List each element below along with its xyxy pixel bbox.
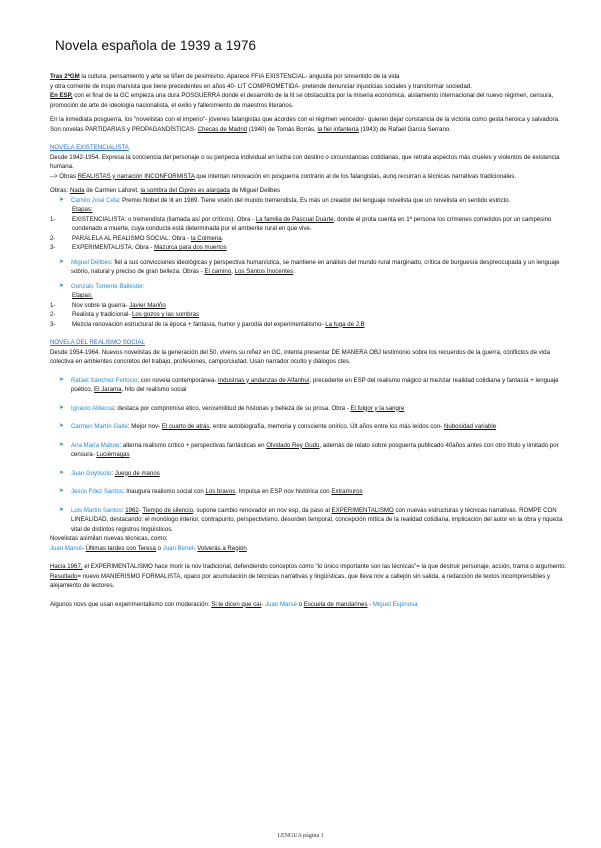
arrow-bullet-icon: ➤ — [59, 258, 65, 265]
author-matute: ➤ Ana María Matute: alterna realismo crítico + perspectivas fantásticas en Olvidado Rey Gudú, además de relato sobre posguerra publicado 40años antes con otro título y limitado por censura- Luciérnagas — [59, 441, 559, 458]
author-delibes: ➤ Miguel Delibes: fiel a sus convicciones ideológicas y perspectiva humanística, se mantiene en análisis del mundo rural marginado, crítica de burguesía despreocupada y un lenguaje sobrio, natural y preciso de gran belleza. Obras - El camino, Los Santos Inocentes. — [59, 258, 560, 275]
intro-paragraph-3: En la inmediata posguerra, los "novelistas con el imperio"- jóvenes falangistas que acordes con el régimen vencedor- quieren dejar constancia de la victoria como gesta heroica y salvadora. Son novelas PARTIDARIAS y PROPAGANDÍSTICAS- Checas de Madrid (1940) de Tomás Borrás, la fiel infantería (1943) de Rafael García Serrano. — [50, 116, 560, 133]
existencial-description: Desde 1942-1954. Expresa la conciencia del personaje o su peripecia individual en lucha con destino o circunstancias cotidianas, que retrata aspectos más crueles y violentos de existencia humana. — [50, 153, 560, 170]
arrow-bullet-icon: ➤ — [59, 441, 65, 448]
author-cela: ➤ Camilo José Cela: Premio Nobel de lit en 1989. Tiene visión del mundo tremendista. Es más un creador del lenguaje novelista que un novelista en sentido estricto. — [59, 196, 511, 204]
assimilation-examples: Juan Marsé- Últimas tardes con Teresa o Juan Benet- Volverás a Región — [50, 544, 247, 552]
intro-paragraph-1-cont: y otra corriente de inspo marxista que tiene precedentes en años 40- LIT COMPROMETIDA- pretende denunciar injusticias sociales y transformar sociedad. — [50, 82, 472, 90]
author-fdez-santos: ➤ Jesús Fdez Santos: Inaugura realismo social con Los bravos. Impulsa en ESP nov histórica con Extramuros — [59, 488, 363, 495]
etapas-label: Etapas: — [72, 206, 93, 213]
resultado-paragraph: Resultado= nuevo MANIERISMO FORMALISTA, opaco por acumulación de técnicas narrativas y lingüísticas, que lleva nov a callejón sin salida, a redacción de textos incomprensibles y alejamiento de lectores. — [50, 572, 551, 589]
author-goytisolo: ➤ Juan Goytisolo: Juego de manos — [59, 469, 160, 477]
page-title: Novela española de 1939 a 1976 — [55, 38, 257, 53]
arrow-bullet-icon: ➤ — [59, 506, 65, 513]
torrente-etapa-3: 3- Mezcla renovación estructural de la época + fantasía, humor y parodia del experimentalismo- La fuga de J.B — [50, 320, 365, 328]
intro-paragraph-2: En ESP, con el final de la GC empieza una dura POSGUERRA donde el desarrollo de la lit se obstaculiza por la miseria económica, aislamiento internacional del nuevo régimen, censura, promoción de arte de ideología nacionalista, el exilio y fallecimiento de maestros literarios. — [50, 92, 554, 109]
document-body — [50, 72, 570, 609]
author-gaite: ➤ Carmen Martín Gaite: Mejor nov- El cuarto de atrás, entre autobiografía, memoria y consciente onírico. Últ años entre los más leídos con- Nubosidad variable — [59, 423, 497, 430]
torrente-etapa-2: 2- Realista y tradicional- Los gozos y las sombras — [50, 311, 200, 318]
page-footer: LENGUA página 1 — [277, 833, 324, 839]
cela-etapa-3: 3- EXPERIMENTALISTA: Obra - Mazurca para dos muertos — [50, 244, 227, 251]
cela-etapa-1: 1- EXISTENCIALISTA: o tremendista (llamada así por críticos). Obra - La familia de Pascual Duarte, donde el prota cuenta en 1ª persona los crímenes cometidos por un campesino condenado a muerte, cuya conducta está determinada por el ambiente rural en que vive. — [50, 215, 552, 232]
existencial-description-2: --> Obras REALISTAS y narración INCONFORMISTA que intentan renovación en posguerra contrario al de los falangistas, aunq recurran a técnicas narrativas tradicionales. — [50, 172, 517, 180]
section-heading-social: NOVELA DEL REALISMO SOCIAL — [50, 339, 145, 346]
arrow-bullet-icon: ➤ — [59, 282, 65, 289]
etapas-label: Etapas: — [72, 292, 93, 299]
arrow-bullet-icon: ➤ — [59, 469, 65, 476]
author-aldecoa: ➤ Ignacio Aldecoa: destaca por compromiso ético, verosimilitud de historias y belleza de su prosa. Obra - El fulgor y la sangre — [59, 404, 405, 412]
arrow-bullet-icon: ➤ — [59, 376, 65, 383]
hacia-1967-paragraph: Hacia 1967, el EXPERIMENTALISMO hace morir la nov tradicional, defendiendo conceptos como "lo único importante son las técnicas"= la que destruir personaje, acción, trama o argumento. — [50, 563, 567, 570]
existencial-obras: Obras: Nada de Carmen Laforet. la sombra del Ciprés es alargada de Miguel Delibes — [50, 187, 281, 194]
torrente-etapa-1: 1- Nov sobre la guerra- Javier Mariño — [50, 301, 166, 309]
arrow-bullet-icon: ➤ — [59, 196, 65, 203]
moderation-paragraph: Algunos novs que usan experimentalismo con moderación: Si te dicen que caí- Juan Marsé o Escuela de mandarines - Miguel Espinosa — [50, 600, 418, 608]
arrow-bullet-icon: ➤ — [59, 423, 65, 429]
assimilation-intro: Novelistas asimilan nuevas técnicas, como; — [50, 535, 168, 542]
author-martin-santos: ➤ Luis Martín Santos: 1962- Tiempo de silencio, supone cambio renovador en nov esp, da paso al EXPERIMENTALISMO con nuevas estructuras y técnicas narrativas. ROMPE CON LINEALIDAD, destacando: el monólogo interior, contrapunto, perspectivismo, desorden temporal, concepción mítica de la realidad cotidiana, implicación del autor en la obra y riqueza vital de distintos registros lingüísticos. — [59, 506, 563, 533]
author-torrente: ➤ Gonzalo Torrente Ballester: — [59, 282, 145, 290]
author-ferlosio: ➤ Rafael Sánchez Ferlosio: con novela contemporánea- Industrias y andanzas de Alfanhuí, precedente en ESP del realismo mágico al mezclar realidad cotidiana y fantasía + lenguaje poético. El Jarama, hito del realismo social — [59, 376, 559, 393]
arrow-bullet-icon: ➤ — [59, 488, 65, 494]
social-description: Desde 1954-1964. Nuevos novelistas de la generación del 50, vivens su niñez en GC, intenta presentar DE MANERA OBJ testimonio sobre los recuerdos de la guerra, conflictos de vida colectiva en ambientes concretos del trabajo, profesiones, campo/ciudad. Usan narrador oculto y diálogos ctes. — [50, 348, 550, 365]
intro-paragraph-1: Tras 2ªGM la cultura, pensamiento y arte se tiñen de pesimismo. Aparece FFIA EXISTENCIAL- angustia por sinsentido de la vida — [50, 73, 400, 80]
section-heading-existencial: NOVELA EXISTENCIALISTA — [50, 144, 129, 151]
cela-etapa-2: 2- PARALELA AL REALISMO SOCIAL: Obra - la Colmena. — [50, 234, 224, 242]
arrow-bullet-icon: ➤ — [59, 404, 65, 411]
